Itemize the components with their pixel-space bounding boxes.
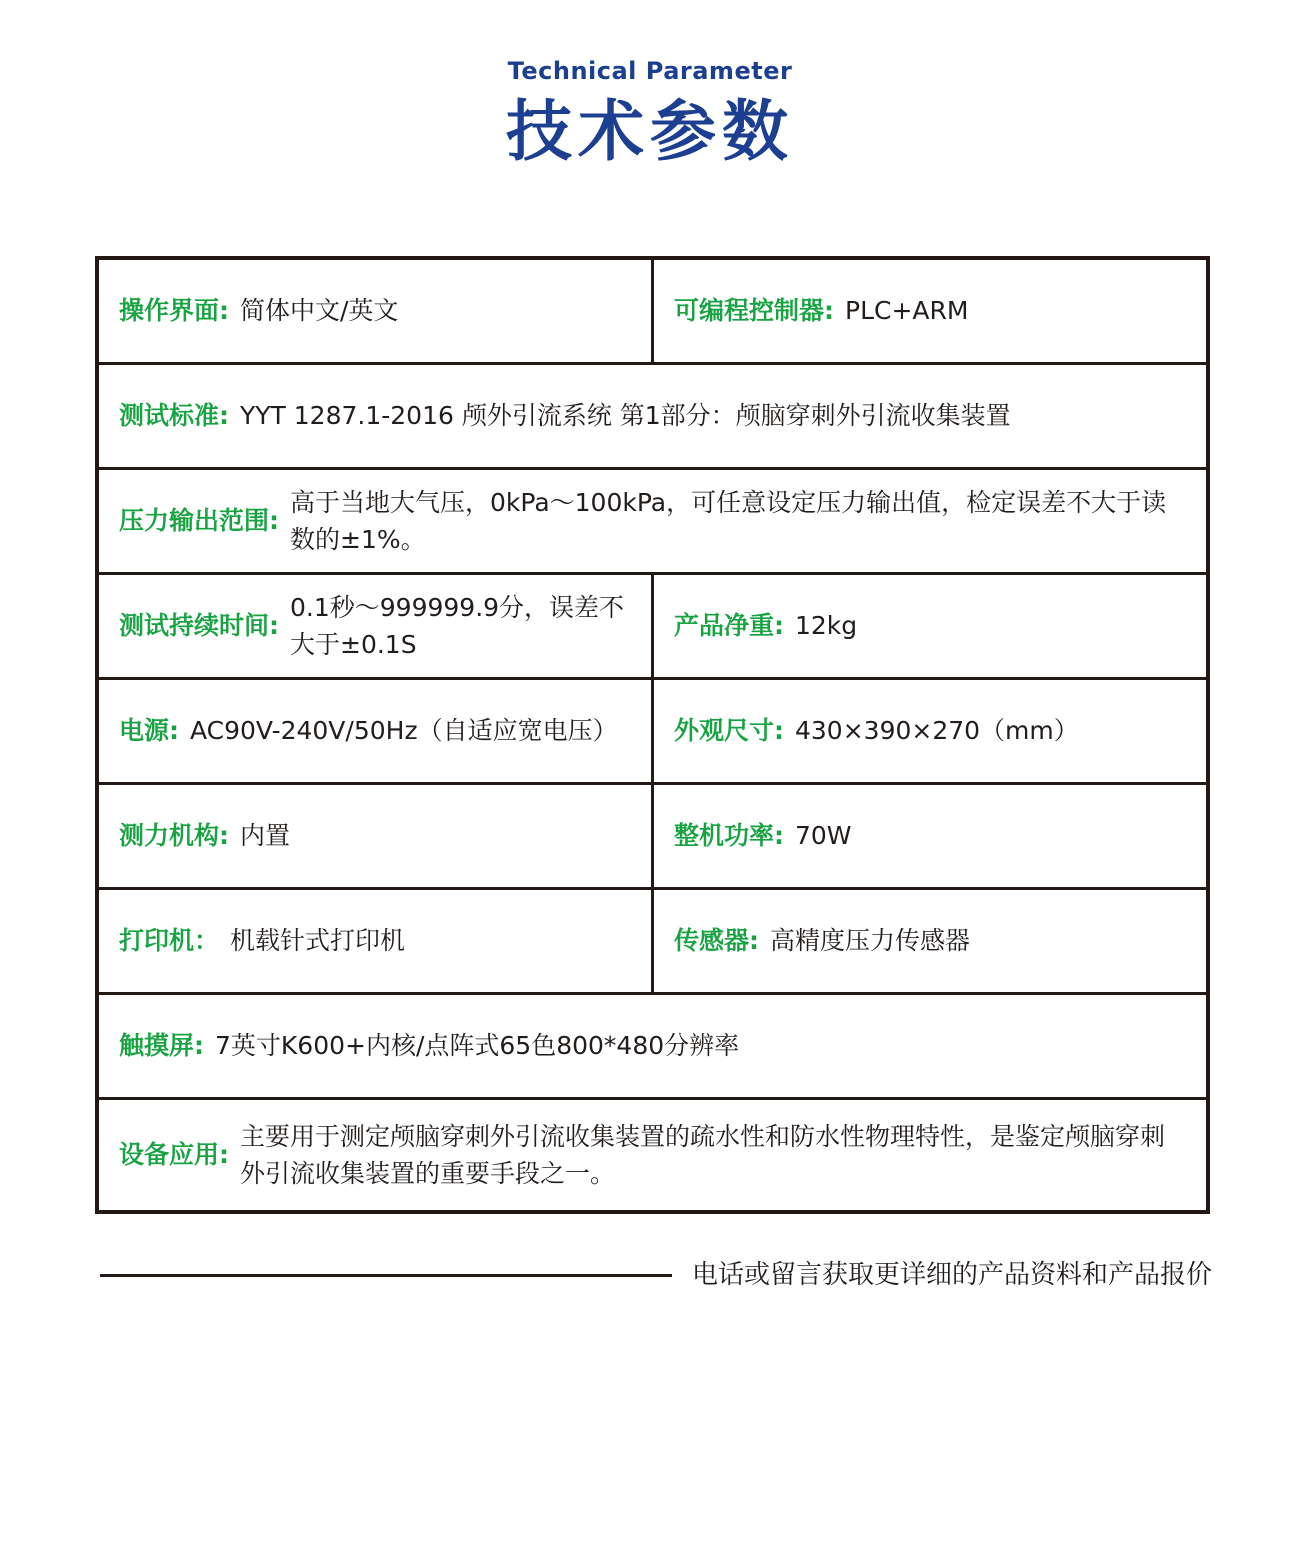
spec-value: 0.1秒～999999.9分，误差不大于±0.1S <box>290 592 625 659</box>
spec-label: 外观尺寸: <box>674 716 784 746</box>
spec-value: 高精度压力传感器 <box>770 926 971 956</box>
spec-label: 整机功率: <box>674 821 784 851</box>
spec-value: 12kg <box>795 611 858 641</box>
spec-cell-net-weight <box>651 575 1206 677</box>
spec-cell-test-standard <box>99 365 1206 467</box>
spec-value: 430×390×270（mm） <box>795 716 1079 746</box>
spec-value: 简体中文/英文 <box>240 296 399 326</box>
spec-row-application <box>99 1097 1206 1210</box>
spec-label: 操作界面: <box>119 296 229 326</box>
spec-label: 设备应用: <box>119 1140 229 1170</box>
spec-value: AC90V-240V/50Hz（自适应宽电压） <box>190 716 618 746</box>
spec-label: 可编程控制器: <box>674 296 834 326</box>
spec-label: 测试标准: <box>119 401 229 431</box>
spec-cell-test-duration <box>99 575 651 677</box>
spec-value: PLC+ARM <box>845 296 969 326</box>
spec-cell-force-mechanism <box>99 785 651 887</box>
spec-label: 电源: <box>119 716 179 746</box>
spec-row-power-dimensions <box>99 677 1206 782</box>
spec-value: 高于当地大气压，0kPa～100kPa，可任意设定压力输出值，检定误差不大于读数的±1%。 <box>290 487 1167 554</box>
spec-cell-printer <box>99 890 651 992</box>
spec-cell-dimensions <box>651 680 1206 782</box>
page-title: 技术参数 <box>506 93 794 170</box>
spec-cell-total-power <box>651 785 1206 887</box>
page-header <box>0 0 1300 176</box>
spec-label: 传感器: <box>674 926 759 956</box>
footer-divider-line <box>100 1274 672 1277</box>
spec-label: 压力输出范围: <box>119 506 279 536</box>
spec-value: 7英寸K600+内核/点阵式65色800*480分辨率 <box>215 1031 740 1061</box>
spec-label: 测试持续时间: <box>119 611 279 641</box>
footer-contact-note: 电话或留言获取更详细的产品资料和产品报价 <box>692 1260 1213 1290</box>
spec-cell-controller <box>651 260 1206 362</box>
spec-cell-interface <box>99 260 651 362</box>
spec-row-duration-weight <box>99 572 1206 677</box>
spec-row-pressure-range <box>99 467 1206 572</box>
spec-row-mechanism-wattage <box>99 782 1206 887</box>
spec-cell-sensor <box>651 890 1206 992</box>
spec-cell-pressure-range <box>99 470 1206 572</box>
spec-label: 产品净重: <box>674 611 784 641</box>
spec-table <box>95 256 1210 1214</box>
spec-cell-power-supply <box>99 680 651 782</box>
spec-cell-application <box>99 1100 1206 1210</box>
spec-value: 机载针式打印机 <box>230 926 406 956</box>
spec-label: 打印机： <box>119 926 220 956</box>
spec-value: 70W <box>795 821 852 851</box>
spec-row-printer-sensor <box>99 887 1206 992</box>
spec-value: 主要用于测定颅脑穿刺外引流收集装置的疏水性和防水性物理特性，是鉴定颅脑穿刺外引流收集装置的重要手段之一。 <box>240 1121 1166 1188</box>
spec-row-test-standard <box>99 362 1206 467</box>
spec-cell-touchscreen <box>99 995 1206 1097</box>
spec-row-touchscreen <box>99 992 1206 1097</box>
footer <box>100 1258 1212 1292</box>
spec-label: 测力机构: <box>119 821 229 851</box>
spec-value: YYT 1287.1-2016 颅外引流系统 第1部分：颅脑穿刺外引流收集装置 <box>240 401 1011 431</box>
subtitle-en: Technical Parameter <box>507 57 793 85</box>
spec-label: 触摸屏: <box>119 1031 204 1061</box>
spec-value: 内置 <box>240 821 291 851</box>
spec-row-interface-controller <box>99 260 1206 362</box>
